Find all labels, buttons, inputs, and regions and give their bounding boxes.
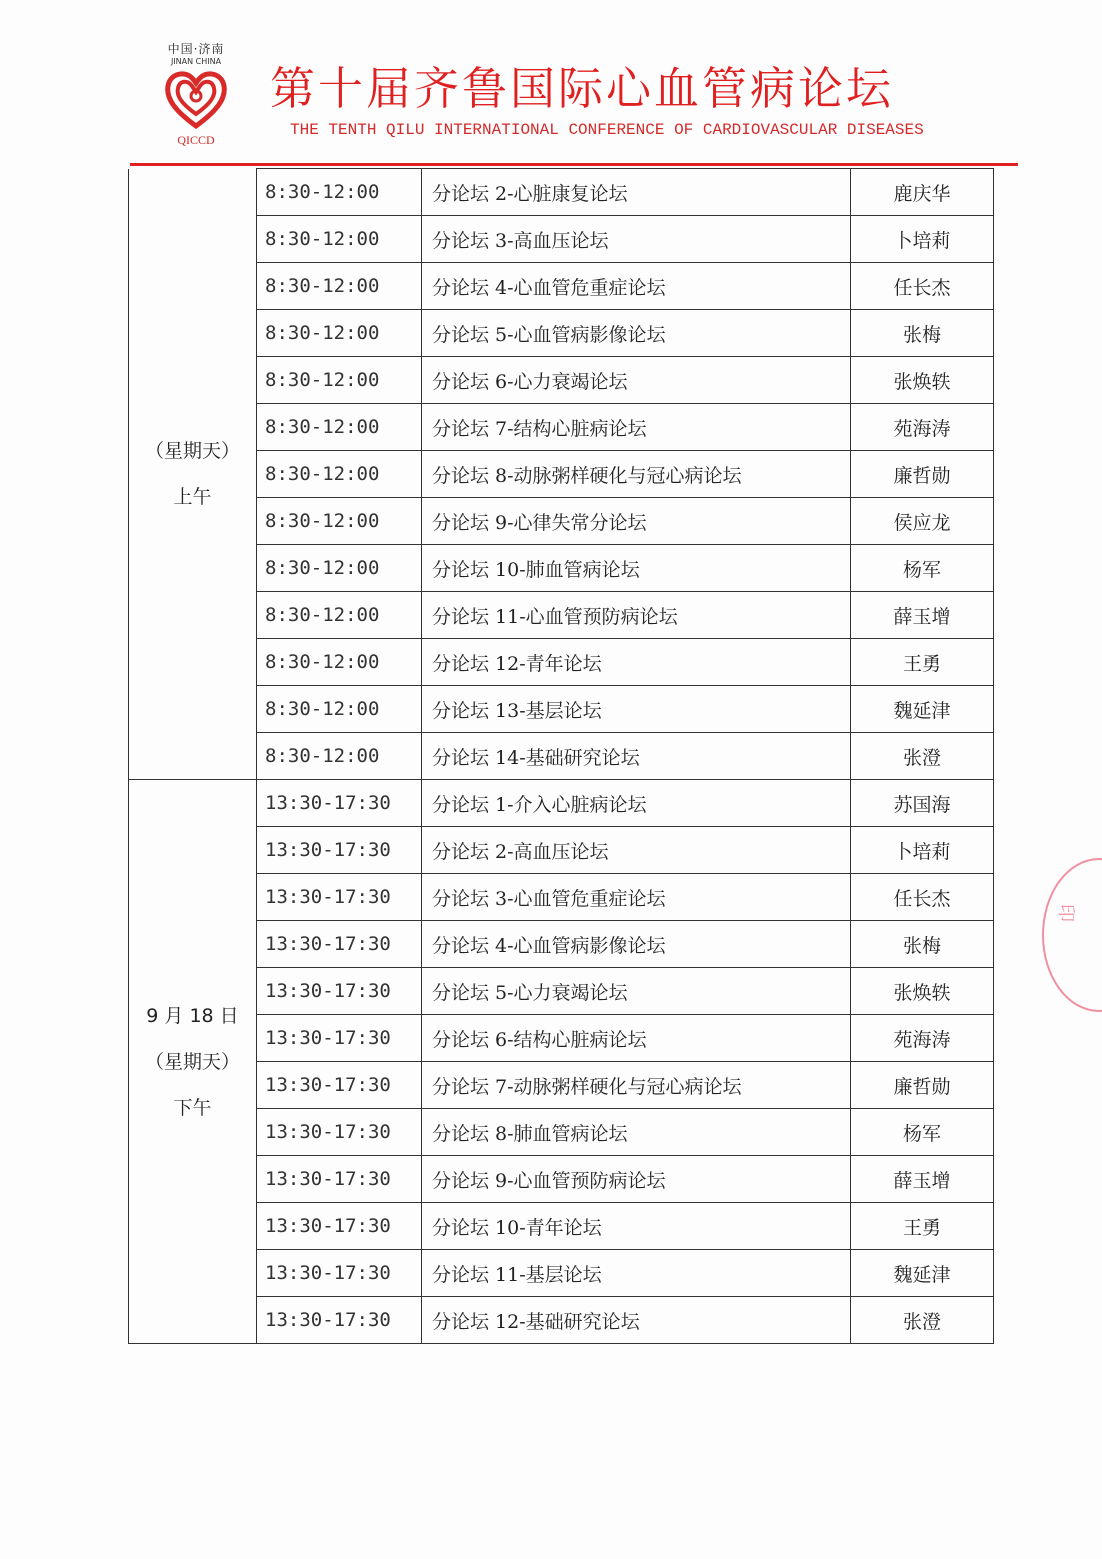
time-cell: 13:30-17:30 xyxy=(257,1156,422,1203)
session-label-line: 上午 xyxy=(173,485,212,508)
time-cell: 13:30-17:30 xyxy=(257,1203,422,1250)
schedule-row xyxy=(129,1203,994,1250)
logo-city-en-label: JINAN CHINA xyxy=(170,57,222,66)
chair-cell: 王勇 xyxy=(851,1203,994,1250)
time-cell: 8:30-12:00 xyxy=(257,263,422,310)
forum-name-cell: 分论坛 6-结构心脏病论坛 xyxy=(422,1015,851,1062)
forum-name-cell: 分论坛 1-介入心脏病论坛 xyxy=(422,780,851,827)
forum-name-cell: 分论坛 4-心血管危重症论坛 xyxy=(422,263,851,310)
chair-cell: 杨军 xyxy=(851,1109,994,1156)
forum-name-cell: 分论坛 9-心律失常分论坛 xyxy=(422,498,851,545)
chair-cell: 张焕轶 xyxy=(851,968,994,1015)
forum-name-cell: 分论坛 8-肺血管病论坛 xyxy=(422,1109,851,1156)
letterhead xyxy=(0,0,1102,175)
time-cell: 13:30-17:30 xyxy=(257,1109,422,1156)
time-cell: 8:30-12:00 xyxy=(257,404,422,451)
schedule-row xyxy=(129,921,994,968)
schedule-row xyxy=(129,357,994,404)
forum-name-cell: 分论坛 7-动脉粥样硬化与冠心病论坛 xyxy=(422,1062,851,1109)
time-cell: 8:30-12:00 xyxy=(257,357,422,404)
time-cell: 8:30-12:00 xyxy=(257,216,422,263)
forum-name-cell: 分论坛 12-基础研究论坛 xyxy=(422,1297,851,1344)
forum-name-cell: 分论坛 14-基础研究论坛 xyxy=(422,733,851,780)
time-cell: 13:30-17:30 xyxy=(257,968,422,1015)
chair-cell: 魏延津 xyxy=(851,1250,994,1297)
session-label-line: （星期天） xyxy=(144,439,240,462)
seal-mark: 印 xyxy=(1055,904,1076,922)
chair-cell: 苑海涛 xyxy=(851,404,994,451)
chair-cell: 苏国海 xyxy=(851,780,994,827)
schedule-row xyxy=(129,1015,994,1062)
forum-name-cell: 分论坛 4-心血管病影像论坛 xyxy=(422,921,851,968)
chair-cell: 张梅 xyxy=(851,921,994,968)
time-cell: 8:30-12:00 xyxy=(257,639,422,686)
afternoon-session-cell xyxy=(129,780,257,1344)
time-cell: 13:30-17:30 xyxy=(257,921,422,968)
chair-cell: 卜培莉 xyxy=(851,827,994,874)
time-cell: 13:30-17:30 xyxy=(257,1062,422,1109)
time-cell: 13:30-17:30 xyxy=(257,1297,422,1344)
session-label-line: 下午 xyxy=(173,1096,212,1119)
chair-cell: 张焕轶 xyxy=(851,357,994,404)
chair-cell: 张澄 xyxy=(851,1297,994,1344)
time-cell: 8:30-12:00 xyxy=(257,592,422,639)
schedule-row xyxy=(129,780,994,827)
schedule-row xyxy=(129,1297,994,1344)
header-divider xyxy=(130,163,1018,166)
conference-title-en: THE TENTH QILU INTERNATIONAL CONFERENCE OF CARDIOVASCULAR DISEASES xyxy=(290,121,924,139)
time-cell: 8:30-12:00 xyxy=(257,686,422,733)
schedule-row xyxy=(129,263,994,310)
time-cell: 8:30-12:00 xyxy=(257,310,422,357)
time-cell: 13:30-17:30 xyxy=(257,874,422,921)
forum-name-cell: 分论坛 11-基层论坛 xyxy=(422,1250,851,1297)
schedule-body xyxy=(129,169,994,1344)
morning-session-cell xyxy=(129,169,257,780)
schedule-row xyxy=(129,216,994,263)
forum-name-cell: 分论坛 7-结构心脏病论坛 xyxy=(422,404,851,451)
time-cell: 8:30-12:00 xyxy=(257,733,422,780)
forum-schedule-table xyxy=(128,168,994,1344)
chair-cell: 廉哲勋 xyxy=(851,451,994,498)
schedule-row xyxy=(129,310,994,357)
schedule-row xyxy=(129,874,994,921)
forum-name-cell: 分论坛 10-肺血管病论坛 xyxy=(422,545,851,592)
forum-name-cell: 分论坛 3-高血压论坛 xyxy=(422,216,851,263)
schedule-row xyxy=(129,1250,994,1297)
chair-cell: 廉哲勋 xyxy=(851,1062,994,1109)
chair-cell: 薛玉增 xyxy=(851,592,994,639)
schedule-row xyxy=(129,1062,994,1109)
forum-name-cell: 分论坛 11-心血管预防病论坛 xyxy=(422,592,851,639)
chair-cell: 张澄 xyxy=(851,733,994,780)
chair-cell: 侯应龙 xyxy=(851,498,994,545)
official-seal-fragment xyxy=(1042,858,1102,1012)
schedule-row xyxy=(129,1156,994,1203)
chair-cell: 薛玉增 xyxy=(851,1156,994,1203)
session-label-line: （星期天） xyxy=(144,1050,240,1073)
schedule-row xyxy=(129,686,994,733)
schedule-row xyxy=(129,733,994,780)
time-cell: 8:30-12:00 xyxy=(257,169,422,216)
chair-cell: 杨军 xyxy=(851,545,994,592)
chair-cell: 苑海涛 xyxy=(851,1015,994,1062)
logo-city-label: 中国·济南 xyxy=(167,42,225,56)
schedule-row xyxy=(129,1109,994,1156)
forum-name-cell: 分论坛 3-心血管危重症论坛 xyxy=(422,874,851,921)
forum-name-cell: 分论坛 9-心血管预防病论坛 xyxy=(422,1156,851,1203)
forum-name-cell: 分论坛 10-青年论坛 xyxy=(422,1203,851,1250)
forum-name-cell: 分论坛 12-青年论坛 xyxy=(422,639,851,686)
forum-name-cell: 分论坛 2-高血压论坛 xyxy=(422,827,851,874)
time-cell: 13:30-17:30 xyxy=(257,827,422,874)
chair-cell: 任长杰 xyxy=(851,263,994,310)
time-cell: 8:30-12:00 xyxy=(257,545,422,592)
conference-logo xyxy=(152,40,252,155)
chair-cell: 卜培莉 xyxy=(851,216,994,263)
chair-cell: 魏延津 xyxy=(851,686,994,733)
forum-name-cell: 分论坛 8-动脉粥样硬化与冠心病论坛 xyxy=(422,451,851,498)
forum-name-cell: 分论坛 5-心血管病影像论坛 xyxy=(422,310,851,357)
time-cell: 13:30-17:30 xyxy=(257,780,422,827)
forum-name-cell: 分论坛 2-心脏康复论坛 xyxy=(422,169,851,216)
chair-cell: 鹿庆华 xyxy=(851,169,994,216)
schedule-row xyxy=(129,968,994,1015)
heart-logo-icon xyxy=(164,68,228,130)
schedule-row xyxy=(129,404,994,451)
schedule-row xyxy=(129,639,994,686)
chair-cell: 张梅 xyxy=(851,310,994,357)
time-cell: 8:30-12:00 xyxy=(257,498,422,545)
time-cell: 13:30-17:30 xyxy=(257,1250,422,1297)
chair-cell: 王勇 xyxy=(851,639,994,686)
chair-cell: 任长杰 xyxy=(851,874,994,921)
forum-name-cell: 分论坛 13-基层论坛 xyxy=(422,686,851,733)
logo-abbreviation: QICCD xyxy=(177,133,215,147)
forum-name-cell: 分论坛 6-心力衰竭论坛 xyxy=(422,357,851,404)
session-label-line: 9 月 18 日 xyxy=(146,1004,239,1027)
schedule-row xyxy=(129,451,994,498)
schedule-row xyxy=(129,545,994,592)
time-cell: 13:30-17:30 xyxy=(257,1015,422,1062)
schedule-row xyxy=(129,169,994,216)
schedule-row xyxy=(129,498,994,545)
forum-name-cell: 分论坛 5-心力衰竭论坛 xyxy=(422,968,851,1015)
schedule-row xyxy=(129,827,994,874)
time-cell: 8:30-12:00 xyxy=(257,451,422,498)
schedule-row xyxy=(129,592,994,639)
conference-title-cn: 第十届齐鲁国际心血管病论坛 xyxy=(270,62,895,115)
